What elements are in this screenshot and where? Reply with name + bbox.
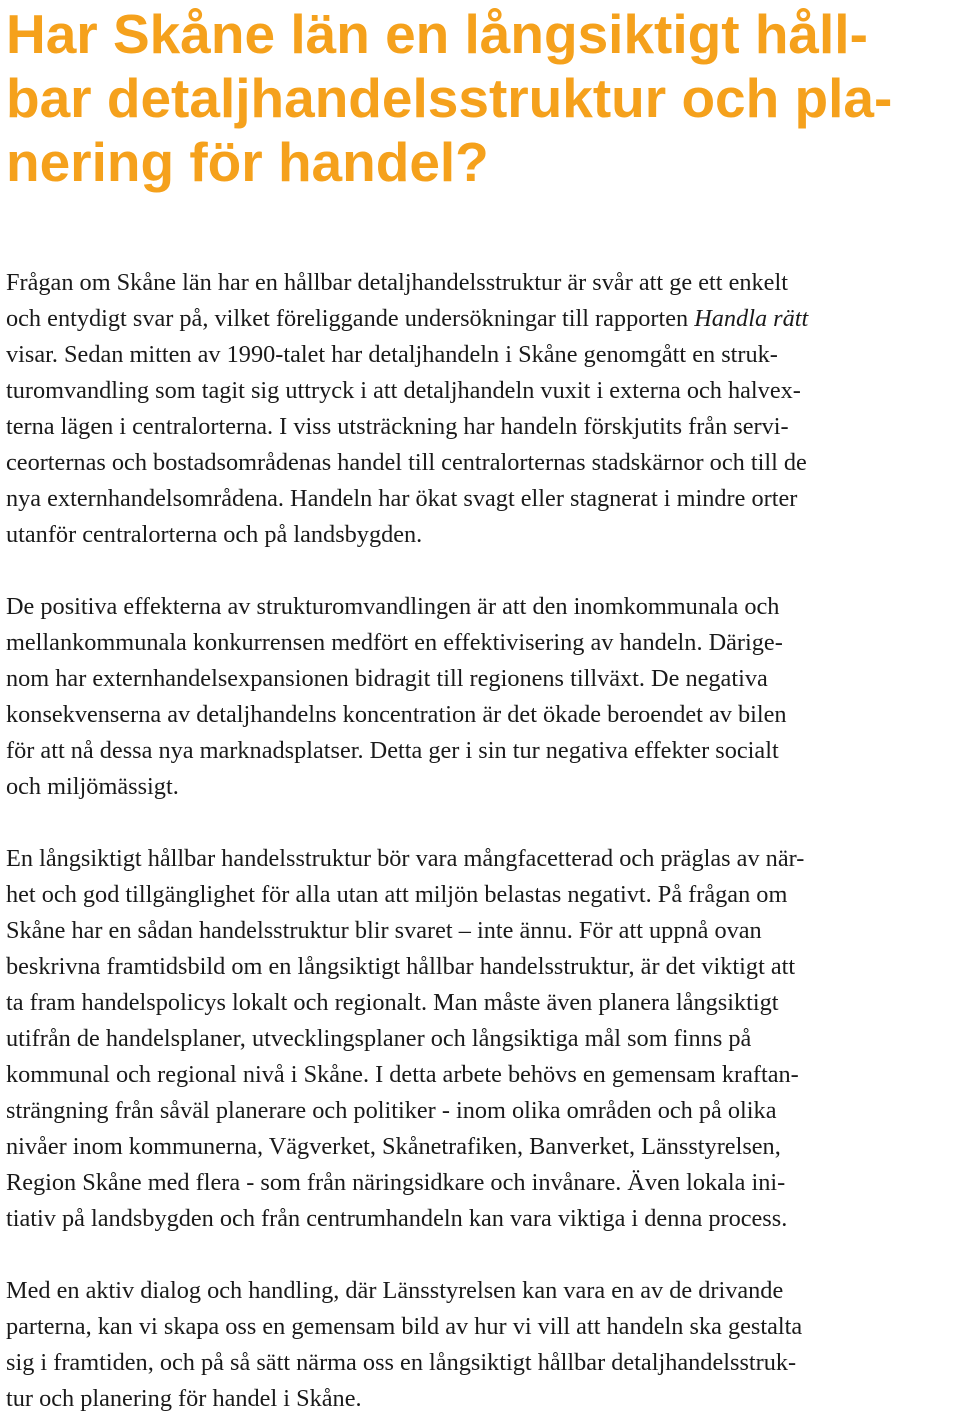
text-line: nom har externhandelsexpansionen bidragit till regionens tillväxt. De negativa xyxy=(6,665,768,692)
text-line: Skåne har en sådan handelsstruktur blir svaret – inte ännu. För att uppnå ovan xyxy=(6,917,762,944)
text-line: Region Skåne med flera - som från näringsidkare och invånare. Även lokala ini- xyxy=(6,1169,786,1196)
paragraph-2 xyxy=(6,589,956,805)
text-line: och miljömässigt. xyxy=(6,773,179,800)
text-line: De positiva effekterna av strukturomvandlingen är att den inomkommunala och xyxy=(6,593,780,620)
text-line: parterna, kan vi skapa oss en gemensam bild av hur vi vill att handeln ska gestalta xyxy=(6,1313,803,1340)
text-line: tur och planering för handel i Skåne. xyxy=(6,1385,362,1412)
text-line: beskrivna framtidsbild om en långsiktigt hållbar handelsstruktur, är det viktigt att xyxy=(6,953,796,980)
page-title xyxy=(6,2,956,194)
title-line: bar detaljhandelsstruktur och pla- xyxy=(6,67,893,129)
text-line xyxy=(6,301,956,337)
text-line: sig i framtiden, och på så sätt närma oss en långsiktigt hållbar detaljhandelsstruk- xyxy=(6,1349,797,1376)
title-line: nering för handel? xyxy=(6,131,489,193)
text-line: het och god tillgänglighet för alla utan att miljön belastas negativt. På frågan om xyxy=(6,881,788,908)
text-line: Frågan om Skåne län har en hållbar detaljhandelsstruktur är svår att ge ett enkelt xyxy=(6,269,788,296)
text-line: konsekvenserna av detaljhandelns koncentration är det ökade beroendet av bilen xyxy=(6,701,787,728)
text-line: terna lägen i centralorterna. I viss utsträckning har handeln förskjutits från servi- xyxy=(6,413,789,440)
text-line: En långsiktigt hållbar handelsstruktur bör vara mångfacetterad och präglas av när- xyxy=(6,845,805,872)
report-title: Handla rätt xyxy=(694,305,809,332)
text-line: för att nå dessa nya marknadsplatser. Detta ger i sin tur negativa effekter socialt xyxy=(6,737,779,764)
text-line: utanför centralorterna och på landsbygden. xyxy=(6,521,423,548)
text-line-part: och entydigt svar på, vilket föreliggande undersökningar till rapporten xyxy=(6,305,689,332)
text-line: turomvandling som tagit sig uttryck i att detaljhandeln vuxit i externa och halvex- xyxy=(6,377,801,404)
text-line: utifrån de handelsplaner, utvecklingsplaner och långsiktiga mål som finns på xyxy=(6,1025,752,1052)
text-line: nivåer inom kommunerna, Vägverket, Skånetrafiken, Banverket, Länsstyrelsen, xyxy=(6,1133,781,1160)
text-line: strängning från såväl planerare och politiker - inom olika områden och på olika xyxy=(6,1097,777,1124)
title-line: Har Skåne län en långsiktigt håll- xyxy=(6,3,868,65)
text-line: nya externhandelsområdena. Handeln har ökat svagt eller stagnerat i mindre orter xyxy=(6,485,798,512)
paragraph-4 xyxy=(6,1273,956,1417)
text-line: visar. Sedan mitten av 1990-talet har detaljhandeln i Skåne genomgått en struk- xyxy=(6,341,778,368)
paragraph-3 xyxy=(6,841,956,1237)
text-line: Med en aktiv dialog och handling, där Länsstyrelsen kan vara en av de drivande xyxy=(6,1277,784,1304)
text-line: tiativ på landsbygden och från centrumhandeln kan vara viktiga i denna process. xyxy=(6,1205,788,1232)
text-line: ceorternas och bostadsområdenas handel till centralorternas stadskärnor och till de xyxy=(6,449,807,476)
text-line: kommunal och regional nivå i Skåne. I detta arbete behövs en gemensam kraftan- xyxy=(6,1061,799,1088)
text-line: ta fram handelspolicys lokalt och regionalt. Man måste även planera långsiktigt xyxy=(6,989,779,1016)
text-line: mellankommunala konkurrensen medfört en effektivisering av handeln. Därige- xyxy=(6,629,783,656)
paragraph-1 xyxy=(6,265,956,553)
